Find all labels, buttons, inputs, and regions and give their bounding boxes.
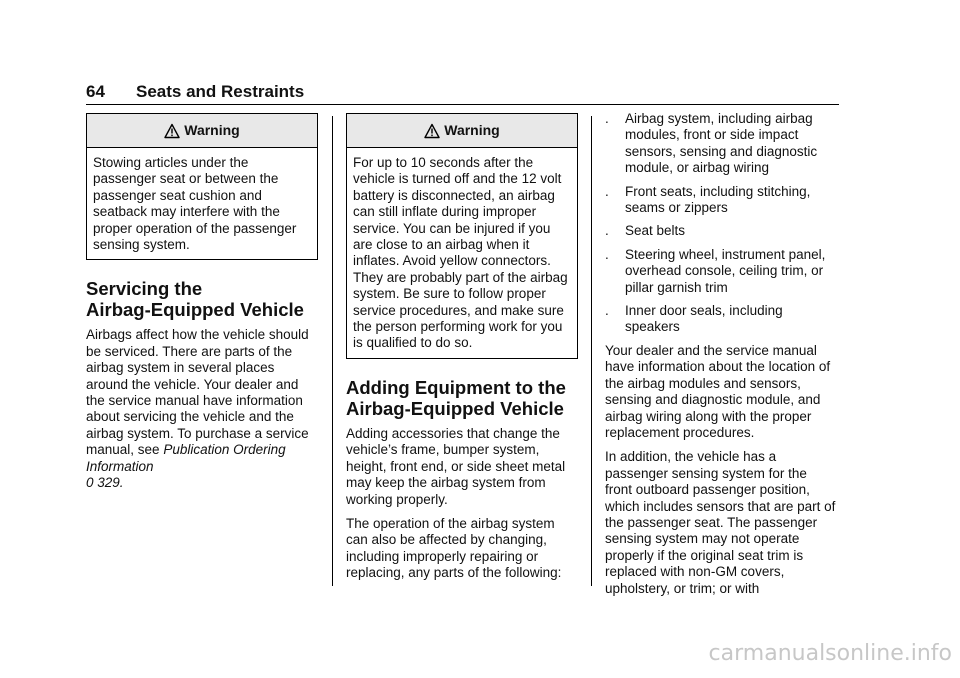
page-header	[86, 82, 839, 105]
watermark: carmanualsonline.info	[708, 641, 952, 666]
warning-header	[347, 114, 577, 148]
column-2	[346, 113, 578, 590]
warning-triangle-icon	[164, 123, 180, 139]
paragraph-text: Airbags affect how the vehicle should be serviced. There are parts of the airbag system in several places around the vehicle. Your dealer and the service manual have information about servicing the vehicle and the airbag system. To purchase a service manual, see	[86, 327, 309, 458]
section-title: Seats and Restraints	[136, 82, 305, 101]
list-item	[605, 111, 837, 177]
list-item-text: Seat belts	[625, 223, 686, 239]
list-item-text: Front seats, including stitching, seams or zippers	[625, 183, 811, 216]
warning-text: Stowing articles under the passenger seat or between the passenger seat cushion and seatback may interfere with the proper operation of the passenger sensing system.	[93, 155, 297, 253]
bullet-marker: .	[605, 183, 609, 199]
heading-line-2: Airbag-Equipped Vehicle	[346, 397, 564, 419]
warning-triangle-icon	[424, 123, 440, 139]
list-item	[605, 184, 837, 217]
page-reference[interactable]: 0 329.	[86, 475, 124, 491]
warning-box	[86, 113, 318, 260]
body-paragraph	[86, 327, 318, 491]
list-item-text: Airbag system, including airbag modules, front or side impact sensors, sensing and diagnostic module, or airbag wiring	[625, 111, 818, 176]
publication-link[interactable]: Publication Ordering Information	[86, 442, 286, 474]
warning-label: Warning	[184, 122, 240, 139]
column-3	[605, 111, 837, 605]
page-number: 64	[86, 82, 105, 101]
bullet-marker: .	[605, 223, 609, 239]
warning-header	[87, 114, 317, 148]
list-item-text: Inner door seals, including speakers	[625, 303, 783, 335]
warning-body	[87, 148, 317, 259]
body-paragraph: Your dealer and the service manual have information about the location of the airbag modules and sensors, sensing and diagnostic module, and airbag wiring along with the proper replacement procedures.	[605, 342, 831, 440]
body-paragraph: Adding accessories that change the vehicle’s frame, bumper system, height, front end, or side sheet metal may keep the airbag system from working properly.	[346, 425, 566, 507]
column-divider	[332, 116, 333, 586]
list-item	[605, 303, 837, 336]
heading-line-1: Servicing the	[86, 278, 203, 300]
bullet-marker: .	[605, 111, 609, 126]
warning-text: For up to 10 seconds after the vehicle is turned off and the 12 volt battery is disconnected, an airbag can still inflate during improper service. You can be injured if you are close to an airbag when it inflates. Avoid yellow connectors. They are probably part of the airbag system. Be sure to follow proper service procedures, and make sure the person performing work for you is qualified to do so.	[353, 155, 568, 351]
body-paragraph: In addition, the vehicle has a passenger sensing system for the front outboard passenger position, which includes sensors that are part of the passenger seat. The passenger sensing system may not operate properly if the original seat trim is replaced with non-GM covers, upholstery, or trim; or with	[605, 449, 836, 596]
warning-label: Warning	[444, 122, 500, 139]
bullet-list	[605, 111, 837, 336]
warning-body	[347, 148, 577, 358]
section-heading	[346, 377, 578, 419]
list-item	[605, 223, 837, 239]
column-1	[86, 113, 318, 500]
heading-line-1: Adding Equipment to the	[346, 376, 566, 398]
bullet-marker: .	[605, 303, 609, 319]
list-item	[605, 247, 837, 296]
section-heading	[86, 278, 318, 320]
column-divider	[591, 116, 592, 586]
bullet-marker: .	[605, 246, 609, 262]
warning-box	[346, 113, 578, 359]
heading-line-2: Airbag-Equipped Vehicle	[86, 299, 304, 321]
list-item-text: Steering wheel, instrument panel, overhead console, ceiling trim, or pillar garnish trim	[625, 246, 826, 295]
body-paragraph: The operation of the airbag system can also be affected by changing, including improperly repairing or replacing, any parts of the following:	[346, 515, 562, 581]
